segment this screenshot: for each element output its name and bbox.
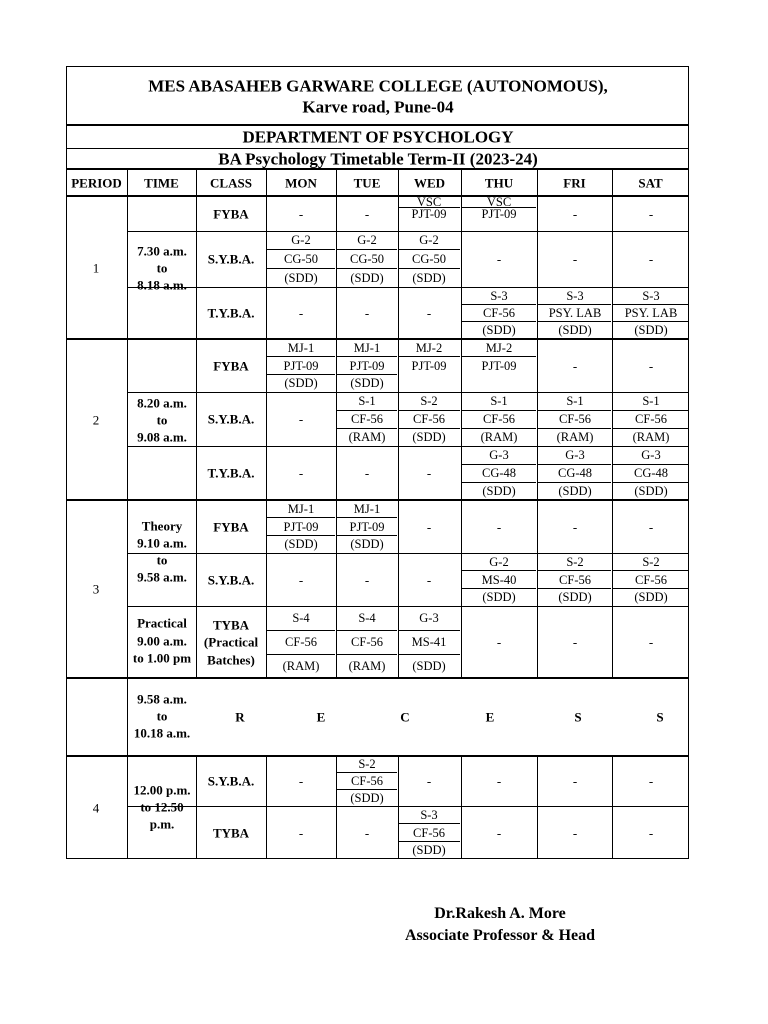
cell-mon: - xyxy=(298,465,304,481)
grid-line xyxy=(398,756,399,859)
cell-wed-line-1: S-2 xyxy=(420,393,438,408)
cell-wed: - xyxy=(426,465,432,481)
grid-line xyxy=(538,588,611,589)
grid-line xyxy=(461,169,462,678)
practical-time: Practical xyxy=(137,615,187,631)
grid-line xyxy=(127,169,128,859)
grid-line xyxy=(66,338,689,339)
grid-line xyxy=(538,428,611,429)
cell-mon-line-1: S-4 xyxy=(292,610,310,625)
cell-thu: - xyxy=(496,519,502,534)
grid-line xyxy=(612,169,613,678)
cell-mon: - xyxy=(298,305,304,321)
practical-time: to 1.00 pm xyxy=(132,650,192,666)
class-label: (Practical xyxy=(203,634,259,650)
cell-mon: - xyxy=(298,572,304,587)
cell-fri-line-1: S-1 xyxy=(566,393,584,408)
grid-line xyxy=(127,806,689,807)
cell-wed-line-1: S-3 xyxy=(420,807,438,822)
grid-line xyxy=(337,374,397,375)
cell-tue-line-2: CF-56 xyxy=(351,634,383,649)
grid-line xyxy=(398,169,399,678)
cell-mon-line-1: G-2 xyxy=(291,233,311,248)
cell-sat-line-1: S-3 xyxy=(642,288,660,303)
class-label: T.Y.B.A. xyxy=(207,305,255,321)
cell-fri: - xyxy=(572,206,578,221)
grid-line xyxy=(399,410,460,411)
recess-letter: E xyxy=(485,709,495,725)
cell-thu: - xyxy=(496,634,502,650)
grid-line xyxy=(196,553,689,554)
cell-mon-line-2: PJT-09 xyxy=(283,519,319,534)
cell-thu-line-1: S-3 xyxy=(490,288,508,303)
cell-thu: - xyxy=(496,825,502,840)
grid-line xyxy=(462,410,536,411)
cell-mon: - xyxy=(298,773,304,789)
cell-tue-line-3: (SDD) xyxy=(350,375,384,390)
cell-tue: - xyxy=(364,465,370,481)
grid-line xyxy=(612,756,613,859)
column-header-tue: TUE xyxy=(353,175,381,191)
grid-line xyxy=(399,356,460,357)
class-label: FYBA xyxy=(213,519,249,534)
grid-line xyxy=(537,756,538,859)
cell-fri: - xyxy=(572,825,578,840)
recess-letter: S xyxy=(656,709,664,725)
cell-fri-line-2: CG-48 xyxy=(557,465,593,480)
cell-mon-line-2: CF-56 xyxy=(285,634,317,649)
grid-line xyxy=(337,249,397,250)
cell-thu-line-2: MS-40 xyxy=(481,572,517,587)
college-address: Karve road, Pune-04 xyxy=(302,97,454,117)
grid-line xyxy=(267,535,335,536)
cell-thu-line-3: (RAM) xyxy=(480,429,518,444)
period-time: 9.08 a.m. xyxy=(137,429,187,444)
cell-wed-line-1: G-3 xyxy=(419,610,439,625)
cell-fri: - xyxy=(572,773,578,789)
cell-tue-line-2: CG-50 xyxy=(349,251,385,266)
cell-thu-line-2: CF-56 xyxy=(483,305,515,320)
theory-time: 9.58 a.m. xyxy=(137,569,187,585)
cell-sat: - xyxy=(648,358,654,373)
cell-wed: - xyxy=(426,305,432,321)
grid-line xyxy=(613,588,688,589)
class-label: TYBA xyxy=(212,825,250,840)
cell-mon: - xyxy=(298,206,304,221)
cell-sat-line-1: S-2 xyxy=(642,554,660,569)
grid-line xyxy=(337,356,397,357)
cell-tue-line-2: CF-56 xyxy=(351,773,383,788)
cell-fri-line-3: (SDD) xyxy=(558,323,592,338)
grid-line xyxy=(267,374,335,375)
grid-line xyxy=(66,195,689,196)
class-label: S.Y.B.A. xyxy=(207,251,255,267)
recess-time: 9.58 a.m. xyxy=(137,691,187,707)
cell-tue: - xyxy=(364,206,370,221)
signature-block xyxy=(360,903,640,947)
cell-sat-line-1: S-1 xyxy=(642,393,660,408)
cell-wed-line-2: CG-50 xyxy=(411,251,447,266)
cell-wed-line-2: MS-41 xyxy=(411,634,447,649)
grid-line xyxy=(537,169,538,678)
grid-line xyxy=(538,570,611,571)
cell-fri: - xyxy=(572,251,578,267)
cell-wed-line-2: PJT-09 xyxy=(411,358,447,373)
grid-line xyxy=(337,630,397,631)
cell-wed-line-1: MJ-2 xyxy=(415,340,443,355)
period-number: 1 xyxy=(92,260,100,275)
period-time: 7.30 a.m. xyxy=(137,243,187,258)
grid-line xyxy=(538,464,611,465)
grid-line xyxy=(66,124,689,125)
cell-tue-line-3: (SDD) xyxy=(350,790,384,805)
cell-thu-line-1: G-2 xyxy=(489,554,509,569)
cell-tue-line-1: S-4 xyxy=(358,610,376,625)
recess-time: 10.18 a.m. xyxy=(133,725,191,741)
column-header-time: TIME xyxy=(144,175,179,191)
cell-sat-line-2: PSY. LAB xyxy=(624,305,678,320)
cell-fri-line-3: (SDD) xyxy=(558,589,592,604)
cell-thu-line-2: CF-56 xyxy=(483,411,515,426)
recess-letter: C xyxy=(400,709,410,725)
cell-sat-line-3: (SDD) xyxy=(634,589,668,604)
cell-tue-line-1: S-1 xyxy=(358,393,376,408)
grid-line xyxy=(613,482,688,483)
grid-line xyxy=(267,654,335,655)
grid-line xyxy=(538,410,611,411)
grid-line xyxy=(66,148,689,149)
cell-tue: - xyxy=(364,305,370,321)
cell-thu-line-2: PJT-09 xyxy=(481,358,517,373)
grid-line xyxy=(337,535,397,536)
grid-line xyxy=(538,304,611,305)
cell-tue-line-1: MJ-1 xyxy=(353,340,381,355)
cell-wed: - xyxy=(426,519,432,534)
class-label: Batches) xyxy=(207,652,255,667)
cell-wed: - xyxy=(426,773,432,789)
cell-sat-line-2: CF-56 xyxy=(635,572,667,587)
cell-sat: - xyxy=(648,251,654,267)
cell-mon-line-3: (SDD) xyxy=(284,375,318,390)
cell-wed-line-3: (SDD) xyxy=(412,842,446,857)
cell-fri-line-1: G-3 xyxy=(565,447,585,462)
grid-line xyxy=(267,630,335,631)
grid-line xyxy=(399,268,460,269)
cell-fri-line-1: S-3 xyxy=(566,288,584,303)
cell-sat: - xyxy=(648,206,654,221)
cell-wed-line-2: CF-56 xyxy=(413,825,445,840)
period-number: 3 xyxy=(92,581,100,597)
grid-line xyxy=(66,677,689,678)
recess-time: to xyxy=(156,708,168,724)
cell-wed-line-3: (SDD) xyxy=(412,658,446,673)
cell-fri: - xyxy=(572,634,578,650)
grid-line xyxy=(127,287,689,288)
cell-tue: - xyxy=(364,825,370,840)
grid-line xyxy=(399,841,460,842)
college-name: MES ABASAHEB GARWARE COLLEGE (AUTONOMOUS), xyxy=(148,76,608,96)
grid-line xyxy=(337,428,397,429)
grid-line xyxy=(613,428,688,429)
cell-thu: - xyxy=(496,773,502,789)
theory-time: Theory xyxy=(141,518,183,534)
cell-sat-line-2: CF-56 xyxy=(635,411,667,426)
column-header-mon: MON xyxy=(285,175,317,191)
class-label: TYBA xyxy=(212,617,250,632)
class-label: S.Y.B.A. xyxy=(207,411,255,427)
practical-time: 9.00 a.m. xyxy=(137,633,187,648)
cell-thu-line-1: MJ-2 xyxy=(485,340,513,355)
grid-line xyxy=(337,654,397,655)
cell-tue-line-2: PJT-09 xyxy=(349,358,385,373)
cell-wed-line-3: (SDD) xyxy=(412,429,446,444)
period-time: to 12.50 xyxy=(140,799,184,815)
cell-fri-line-1: S-2 xyxy=(566,554,584,569)
cell-mon-line-3: (SDD) xyxy=(284,536,318,551)
cell-sat-line-3: (RAM) xyxy=(632,429,670,444)
cell-fri-line-3: (RAM) xyxy=(556,429,594,444)
grid-line xyxy=(267,356,335,357)
class-label: S.Y.B.A. xyxy=(207,773,255,789)
column-header-fri: FRI xyxy=(563,175,586,191)
theory-time: to xyxy=(156,552,168,568)
cell-mon: - xyxy=(298,825,304,840)
cell-thu-line-3: (SDD) xyxy=(482,323,516,338)
cell-thu-line-2: PJT-09 xyxy=(481,206,517,221)
grid-line xyxy=(196,756,197,859)
grid-line xyxy=(127,446,689,447)
cell-fri-line-2: CF-56 xyxy=(559,572,591,587)
grid-line xyxy=(337,268,397,269)
cell-tue-line-3: (SDD) xyxy=(350,536,384,551)
cell-sat: - xyxy=(648,519,654,534)
column-header-thu: THU xyxy=(484,175,514,191)
cell-tue-line-3: (RAM) xyxy=(348,429,386,444)
cell-fri-line-2: CF-56 xyxy=(559,411,591,426)
period-number: 2 xyxy=(92,412,100,427)
cell-thu-line-1: G-3 xyxy=(489,447,509,462)
cell-tue-line-3: (RAM) xyxy=(348,658,386,673)
period-time: 8.18 a.m. xyxy=(137,277,187,292)
theory-time: 9.10 a.m. xyxy=(137,535,187,551)
cell-thu-line-1: VSC xyxy=(486,194,512,209)
cell-sat-line-3: (SDD) xyxy=(634,323,668,338)
grid-line xyxy=(127,231,689,232)
recess-letter: R xyxy=(235,709,245,725)
grid-line xyxy=(613,410,688,411)
class-label: FYBA xyxy=(213,358,249,373)
signatory-designation: Associate Professor & Head xyxy=(404,927,596,944)
cell-wed-line-1: G-2 xyxy=(419,233,439,248)
recess-letter: S xyxy=(574,709,582,725)
cell-wed-line-2: PJT-09 xyxy=(411,206,447,221)
cell-mon-line-1: MJ-1 xyxy=(287,340,315,355)
signatory-name: Dr.Rakesh A. More xyxy=(434,905,566,922)
cell-tue-line-2: CF-56 xyxy=(351,411,383,426)
cell-tue-line-2: PJT-09 xyxy=(349,519,385,534)
period-time: 8.20 a.m. xyxy=(137,395,187,410)
period-time: to xyxy=(156,260,168,275)
cell-wed-line-2: CF-56 xyxy=(413,411,445,426)
cell-thu-line-2: CG-48 xyxy=(481,465,517,480)
period-time: to xyxy=(156,412,168,427)
grid-line xyxy=(399,654,460,655)
grid-line xyxy=(613,464,688,465)
cell-thu-line-3: (SDD) xyxy=(482,483,516,498)
grid-line xyxy=(337,517,397,518)
cell-fri: - xyxy=(572,358,578,373)
column-header-sat: SAT xyxy=(638,175,663,191)
grid-line xyxy=(66,755,689,756)
grid-line xyxy=(462,356,536,357)
grid-line xyxy=(613,321,688,322)
class-label: FYBA xyxy=(213,206,249,221)
cell-wed-line-3: (SDD) xyxy=(412,270,446,285)
grid-line xyxy=(266,756,267,859)
grid-line xyxy=(336,169,337,678)
grid-line xyxy=(66,499,689,500)
class-label: S.Y.B.A. xyxy=(207,572,255,587)
cell-fri-line-2: PSY. LAB xyxy=(548,305,602,320)
cell-mon-line-3: (SDD) xyxy=(284,270,318,285)
grid-line xyxy=(538,482,611,483)
cell-thu-line-3: (SDD) xyxy=(482,589,516,604)
grid-line xyxy=(66,168,689,169)
grid-line xyxy=(399,630,460,631)
period-time: 12.00 p.m. xyxy=(133,782,191,798)
cell-tue-line-1: S-2 xyxy=(358,757,376,772)
class-label: T.Y.B.A. xyxy=(207,465,255,481)
cell-fri-line-3: (SDD) xyxy=(558,483,592,498)
cell-sat: - xyxy=(648,825,654,840)
cell-sat: - xyxy=(648,634,654,650)
column-header-wed: WED xyxy=(413,175,446,191)
timetable-title: BA Psychology Timetable Term-II (2023-24) xyxy=(218,149,538,169)
grid-line xyxy=(196,169,197,678)
grid-line xyxy=(462,482,536,483)
grid-line xyxy=(399,428,460,429)
period-number: 4 xyxy=(92,800,100,816)
grid-line xyxy=(462,428,536,429)
grid-line xyxy=(462,588,536,589)
period-time: p.m. xyxy=(149,816,175,832)
column-header-period: PERIOD xyxy=(71,175,122,191)
cell-thu-line-1: S-1 xyxy=(490,393,508,408)
grid-line xyxy=(462,570,536,571)
department-title: DEPARTMENT OF PSYCHOLOGY xyxy=(242,127,514,147)
grid-line xyxy=(399,249,460,250)
cell-sat-line-1: G-3 xyxy=(641,447,661,462)
cell-tue-line-3: (SDD) xyxy=(350,270,384,285)
cell-thu: - xyxy=(496,251,502,267)
grid-line xyxy=(462,321,536,322)
grid-line xyxy=(267,268,335,269)
cell-sat-line-2: CG-48 xyxy=(633,465,669,480)
grid-line xyxy=(267,249,335,250)
grid-line xyxy=(267,517,335,518)
cell-mon-line-1: MJ-1 xyxy=(287,501,315,516)
cell-sat: - xyxy=(648,773,654,789)
recess-letter: E xyxy=(316,709,326,725)
grid-line xyxy=(538,321,611,322)
grid-line xyxy=(462,464,536,465)
cell-mon-line-3: (RAM) xyxy=(282,658,320,673)
cell-wed: - xyxy=(426,572,432,587)
grid-line xyxy=(266,169,267,678)
cell-tue-line-1: G-2 xyxy=(357,233,377,248)
cell-mon-line-2: PJT-09 xyxy=(283,358,319,373)
grid-line xyxy=(337,410,397,411)
cell-tue: - xyxy=(364,572,370,587)
grid-line xyxy=(196,606,689,607)
grid-line xyxy=(613,570,688,571)
grid-line xyxy=(613,304,688,305)
grid-line xyxy=(127,392,689,393)
grid-line xyxy=(461,756,462,859)
cell-fri: - xyxy=(572,519,578,534)
cell-mon: - xyxy=(298,411,304,427)
cell-wed-line-1: VSC xyxy=(416,194,442,209)
column-header-class: CLASS xyxy=(210,175,252,191)
cell-sat-line-3: (SDD) xyxy=(634,483,668,498)
cell-tue-line-1: MJ-1 xyxy=(353,501,381,516)
grid-line xyxy=(399,823,460,824)
cell-mon-line-2: CG-50 xyxy=(283,251,319,266)
grid-line xyxy=(462,304,536,305)
